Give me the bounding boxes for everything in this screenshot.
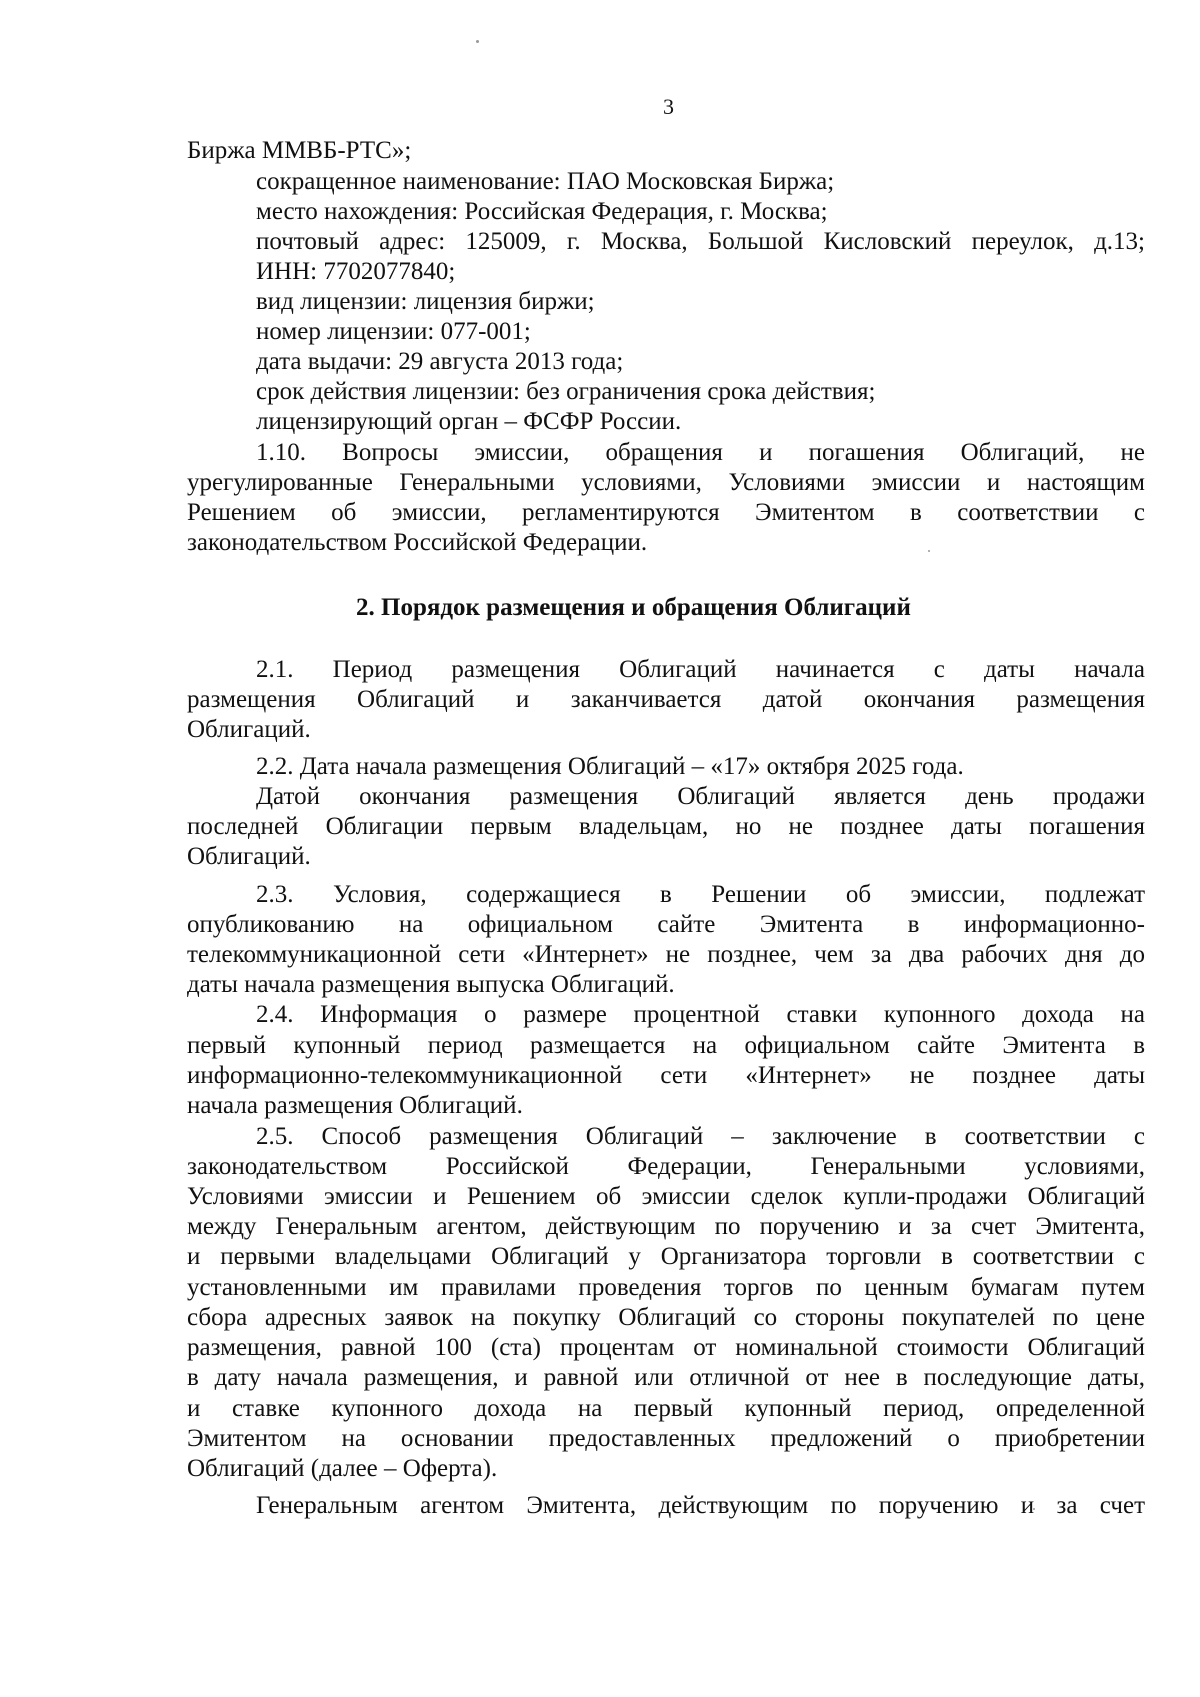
text-line: дата выдачи: 29 августа 2013 года; [256,348,624,375]
scan-speck [928,550,930,552]
text-line: размещения, равной 100 (ста) процентам от номинальной стоимости Облигаций [187,1334,1145,1361]
text-line: Эмитентом на основании предоставленных предложений о приобретении [187,1425,1145,1452]
text-line: 2.3. Условия, содержащиеся в Решении об эмиссии, подлежат [256,881,1145,908]
text-line: и первыми владельцами Облигаций у Организатора торговли в соответствии с [187,1243,1145,1270]
text-line: 2.2. Дата начала размещения Облигаций – «17» октября 2025 года. [256,753,964,780]
text-line: Генеральным агентом Эмитента, действующим по поручению и за счет [256,1492,1145,1519]
text-line: 2.5. Способ размещения Облигаций – заключение в соответствии с [256,1123,1145,1150]
text-line: место нахождения: Российская Федерация, г. Москва; [256,198,828,225]
scan-speck [476,40,479,43]
text-line: Условиями эмиссии и Решением об эмиссии сделок купли-продажи Облигаций [187,1183,1145,1210]
text-line: срок действия лицензии: без ограничения срока действия; [256,378,876,405]
text-line: опубликованию на официальном сайте Эмитента в информационно- [187,911,1145,938]
text-line: Облигаций. [187,716,311,743]
text-line: вид лицензии: лицензия биржи; [256,288,595,315]
text-line: даты начала размещения выпуска Облигаций. [187,971,675,998]
text-line: законодательством Российской Федерации. [187,529,648,556]
section-heading: 2. Порядок размещения и обращения Облигаций [356,594,911,621]
text-line: Датой окончания размещения Облигаций является день продажи [256,783,1145,810]
text-line: первый купонный период размещается на официальном сайте Эмитента в [187,1032,1145,1059]
text-line: установленными им правилами проведения торгов по ценным бумагам путем [187,1274,1145,1301]
text-line: 2.1. Период размещения Облигаций начинается с даты начала [256,656,1145,683]
text-line: сбора адресных заявок на покупку Облигаций со стороны покупателей по цене [187,1304,1145,1331]
text-line: сокращенное наименование: ПАО Московская Биржа; [256,168,835,195]
text-line: номер лицензии: 077-001; [256,318,531,345]
text-line: в дату начала размещения, и равной или отличной от нее в последующие даты, [187,1364,1145,1391]
text-line: и ставке купонного дохода на первый купонный период, определенной [187,1395,1145,1422]
text-line: лицензирующий орган – ФСФР России. [256,408,682,435]
text-line: урегулированные Генеральными условиями, Условиями эмиссии и настоящим [187,469,1145,496]
page-number: 3 [663,94,674,119]
text-line: начала размещения Облигаций. [187,1092,523,1119]
text-line: телекоммуникационной сети «Интернет» не позднее, чем за два рабочих дня до [187,941,1145,968]
text-line: между Генеральным агентом, действующим по поручению и за счет Эмитента, [187,1213,1145,1240]
text-line: 2.4. Информация о размере процентной ставки купонного дохода на [256,1001,1145,1028]
text-line: законодательством Российской Федерации, Генеральными условиями, [187,1153,1145,1180]
text-line: последней Облигации первым владельцам, но не позднее даты погашения [187,813,1145,840]
text-line: Решением об эмиссии, регламентируются Эмитентом в соответствии с [187,499,1145,526]
text-line: Биржа ММВБ-РТС»; [187,137,412,164]
text-line: ИНН: 7702077840; [256,258,456,285]
text-line: почтовый адрес: 125009, г. Москва, Большой Кисловский переулок, д.13; [256,228,1145,255]
text-line: 1.10. Вопросы эмиссии, обращения и погашения Облигаций, не [256,439,1145,466]
text-line: размещения Облигаций и заканчивается датой окончания размещения [187,686,1145,713]
text-line: Облигаций (далее – Оферта). [187,1455,498,1482]
text-line: Облигаций. [187,843,311,870]
text-line: информационно-телекоммуникационной сети «Интернет» не позднее даты [187,1062,1145,1089]
